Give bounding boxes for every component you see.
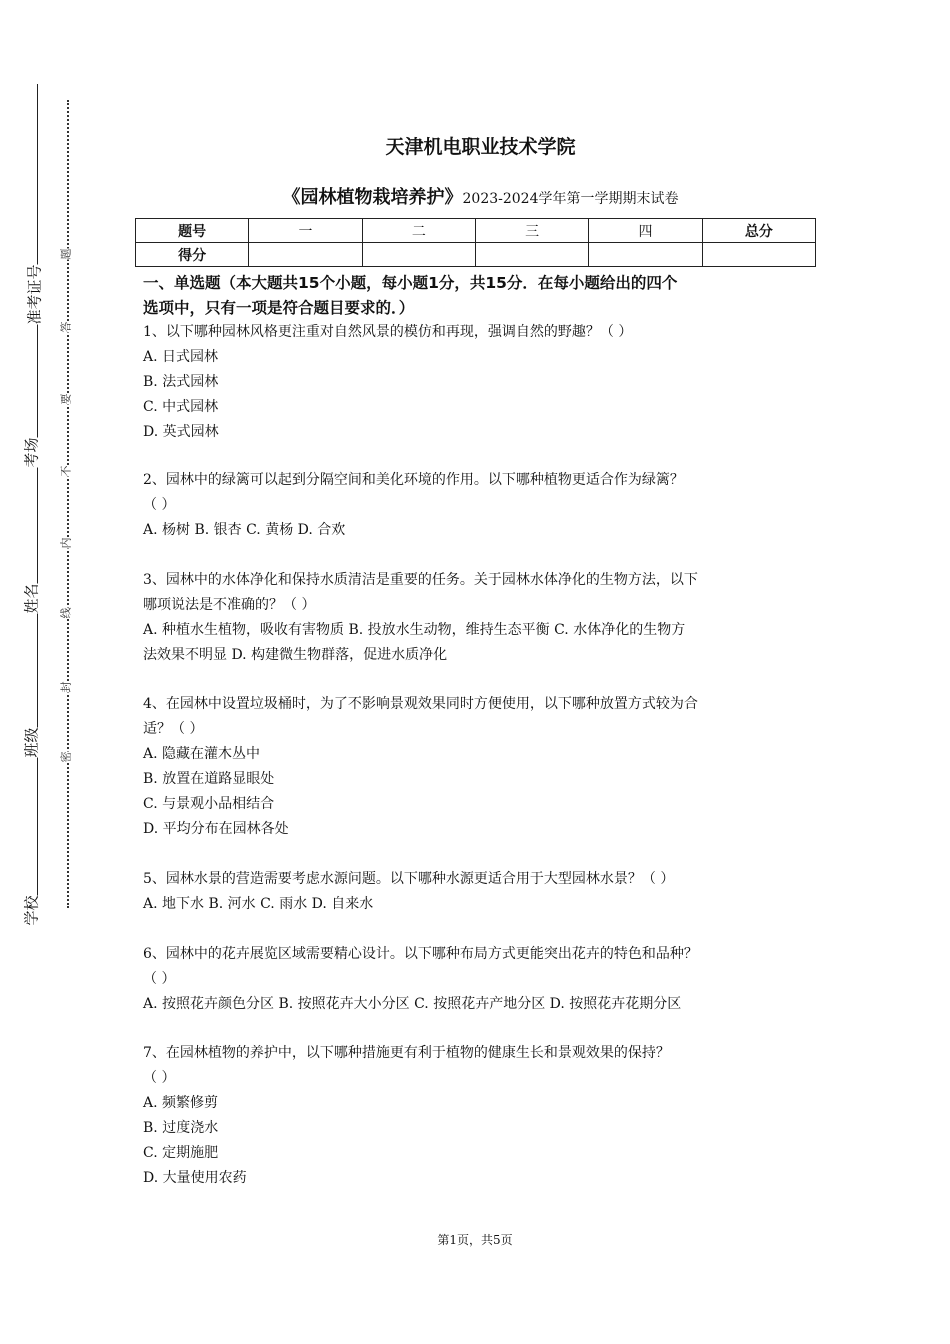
seal-char: 要: [57, 394, 75, 405]
table-cell: 得分: [136, 243, 249, 267]
question-stem: （ ）: [143, 1070, 176, 1086]
section-heading: [143, 271, 813, 321]
section-line: 一、单选题（本大题共15个小题，每小题1分，共15分．在每小题给出的四个: [143, 274, 678, 292]
option: B. 放置在道路显眼处: [143, 771, 275, 787]
seal-char: 密: [57, 752, 75, 763]
option: D. 英式园林: [143, 424, 219, 440]
seal-char: 不: [57, 466, 75, 477]
question-stem: 2、园林中的绿篱可以起到分隔空间和美化环境的作用。以下哪种植物更适合作为绿篱？: [143, 472, 684, 488]
score-value-row: [136, 243, 816, 267]
seal-char: 题: [57, 249, 75, 260]
seal-char: 内: [57, 538, 75, 549]
option: D. 大量使用农药: [143, 1170, 247, 1186]
question-1: [143, 320, 815, 445]
score-table: [135, 218, 816, 267]
seal-char: 线: [57, 608, 75, 619]
label-name: 姓名: [19, 583, 44, 613]
seal-dotted-line: [67, 100, 69, 908]
question-stem: 7、在园林植物的养护中，以下哪种措施更有利于植物的健康生长和景观效果的保持？: [143, 1045, 670, 1061]
question-6: [143, 942, 815, 1017]
question-5: [143, 867, 815, 917]
label-exam-number: 准考证号: [22, 264, 47, 324]
option: B. 法式园林: [143, 374, 219, 390]
course-title: 《园林植物栽培养护》: [282, 187, 463, 208]
table-cell: 三: [475, 219, 588, 243]
options: A. 杨树 B. 银杏 C. 黄杨 D. 合欢: [143, 522, 346, 538]
score-cell: [589, 243, 702, 267]
option: D. 平均分布在园林各处: [143, 821, 289, 837]
question-3: [143, 568, 815, 668]
question-stem: 3、园林中的水体净化和保持水质清洁是重要的任务。关于园林水体净化的生物方法，以下: [143, 572, 698, 588]
page-footer: 第1页，共5页: [437, 1233, 513, 1247]
table-cell: 四: [589, 219, 702, 243]
seal-char: 答: [57, 322, 75, 333]
question-4: [143, 692, 815, 842]
question-2: [143, 468, 815, 543]
question-stem: 4、在园林中设置垃圾桶时，为了不影响景观效果同时方便使用，以下哪种放置方式较为合: [143, 696, 698, 712]
option: A. 日式园林: [143, 349, 219, 365]
question-stem: （ ）: [143, 971, 176, 987]
score-cell: [362, 243, 475, 267]
label-school: 学校: [19, 895, 44, 925]
option: B. 过度浇水: [143, 1120, 219, 1136]
question-stem: （ ）: [143, 497, 176, 513]
options: A. 按照花卉颜色分区 B. 按照花卉大小分区 C. 按照花卉产地分区 D. 按照花卉花期分区: [143, 996, 682, 1012]
question-7: [143, 1041, 815, 1191]
score-header-row: [136, 219, 816, 243]
exam-subtitle: [143, 183, 818, 209]
table-cell: 总分: [702, 219, 815, 243]
options: A. 地下水 B. 河水 C. 雨水 D. 自来水: [143, 896, 374, 912]
options: A. 种植水生植物，吸收有害物质 B. 投放水生动物，维持生态平衡 C. 水体净化的生物方: [143, 622, 686, 638]
seal-char: 封: [57, 682, 75, 693]
option: C. 中式园林: [143, 399, 219, 415]
label-exam-room: 考场: [19, 437, 44, 467]
option: C. 定期施肥: [143, 1145, 219, 1161]
score-cell: [249, 243, 362, 267]
binding-margin: [0, 0, 90, 1344]
options: 法效果不明显 D. 构建微生物群落，促进水质净化: [143, 647, 448, 663]
table-cell: 一: [249, 219, 362, 243]
option: A. 频繁修剪: [143, 1095, 219, 1111]
question-stem: 6、园林中的花卉展览区域需要精心设计。以下哪种布局方式更能突出花卉的特色和品种？: [143, 946, 698, 962]
term-label: 2023-2024学年第一学期期末试卷: [462, 191, 679, 207]
score-cell: [475, 243, 588, 267]
question-stem: 哪项说法是不准确的？（ ）: [143, 597, 316, 613]
info-line: [37, 84, 38, 922]
table-cell: 题号: [136, 219, 249, 243]
table-cell: 二: [362, 219, 475, 243]
section-line: 选项中，只有一项是符合题目要求的．）: [143, 299, 415, 317]
option: A. 隐藏在灌木丛中: [143, 746, 261, 762]
school-title: 天津机电职业技术学院: [385, 136, 576, 158]
label-class: 班级: [19, 727, 44, 757]
question-stem: 1、以下哪种园林风格更注重对自然风景的模仿和再现，强调自然的野趣？（ ）: [143, 324, 633, 340]
score-cell: [702, 243, 815, 267]
question-stem: 适？（ ）: [143, 721, 204, 737]
option: C. 与景观小品相结合: [143, 796, 275, 812]
question-stem: 5、园林水景的营造需要考虑水源问题。以下哪种水源更适合用于大型园林水景？（ ）: [143, 871, 675, 887]
